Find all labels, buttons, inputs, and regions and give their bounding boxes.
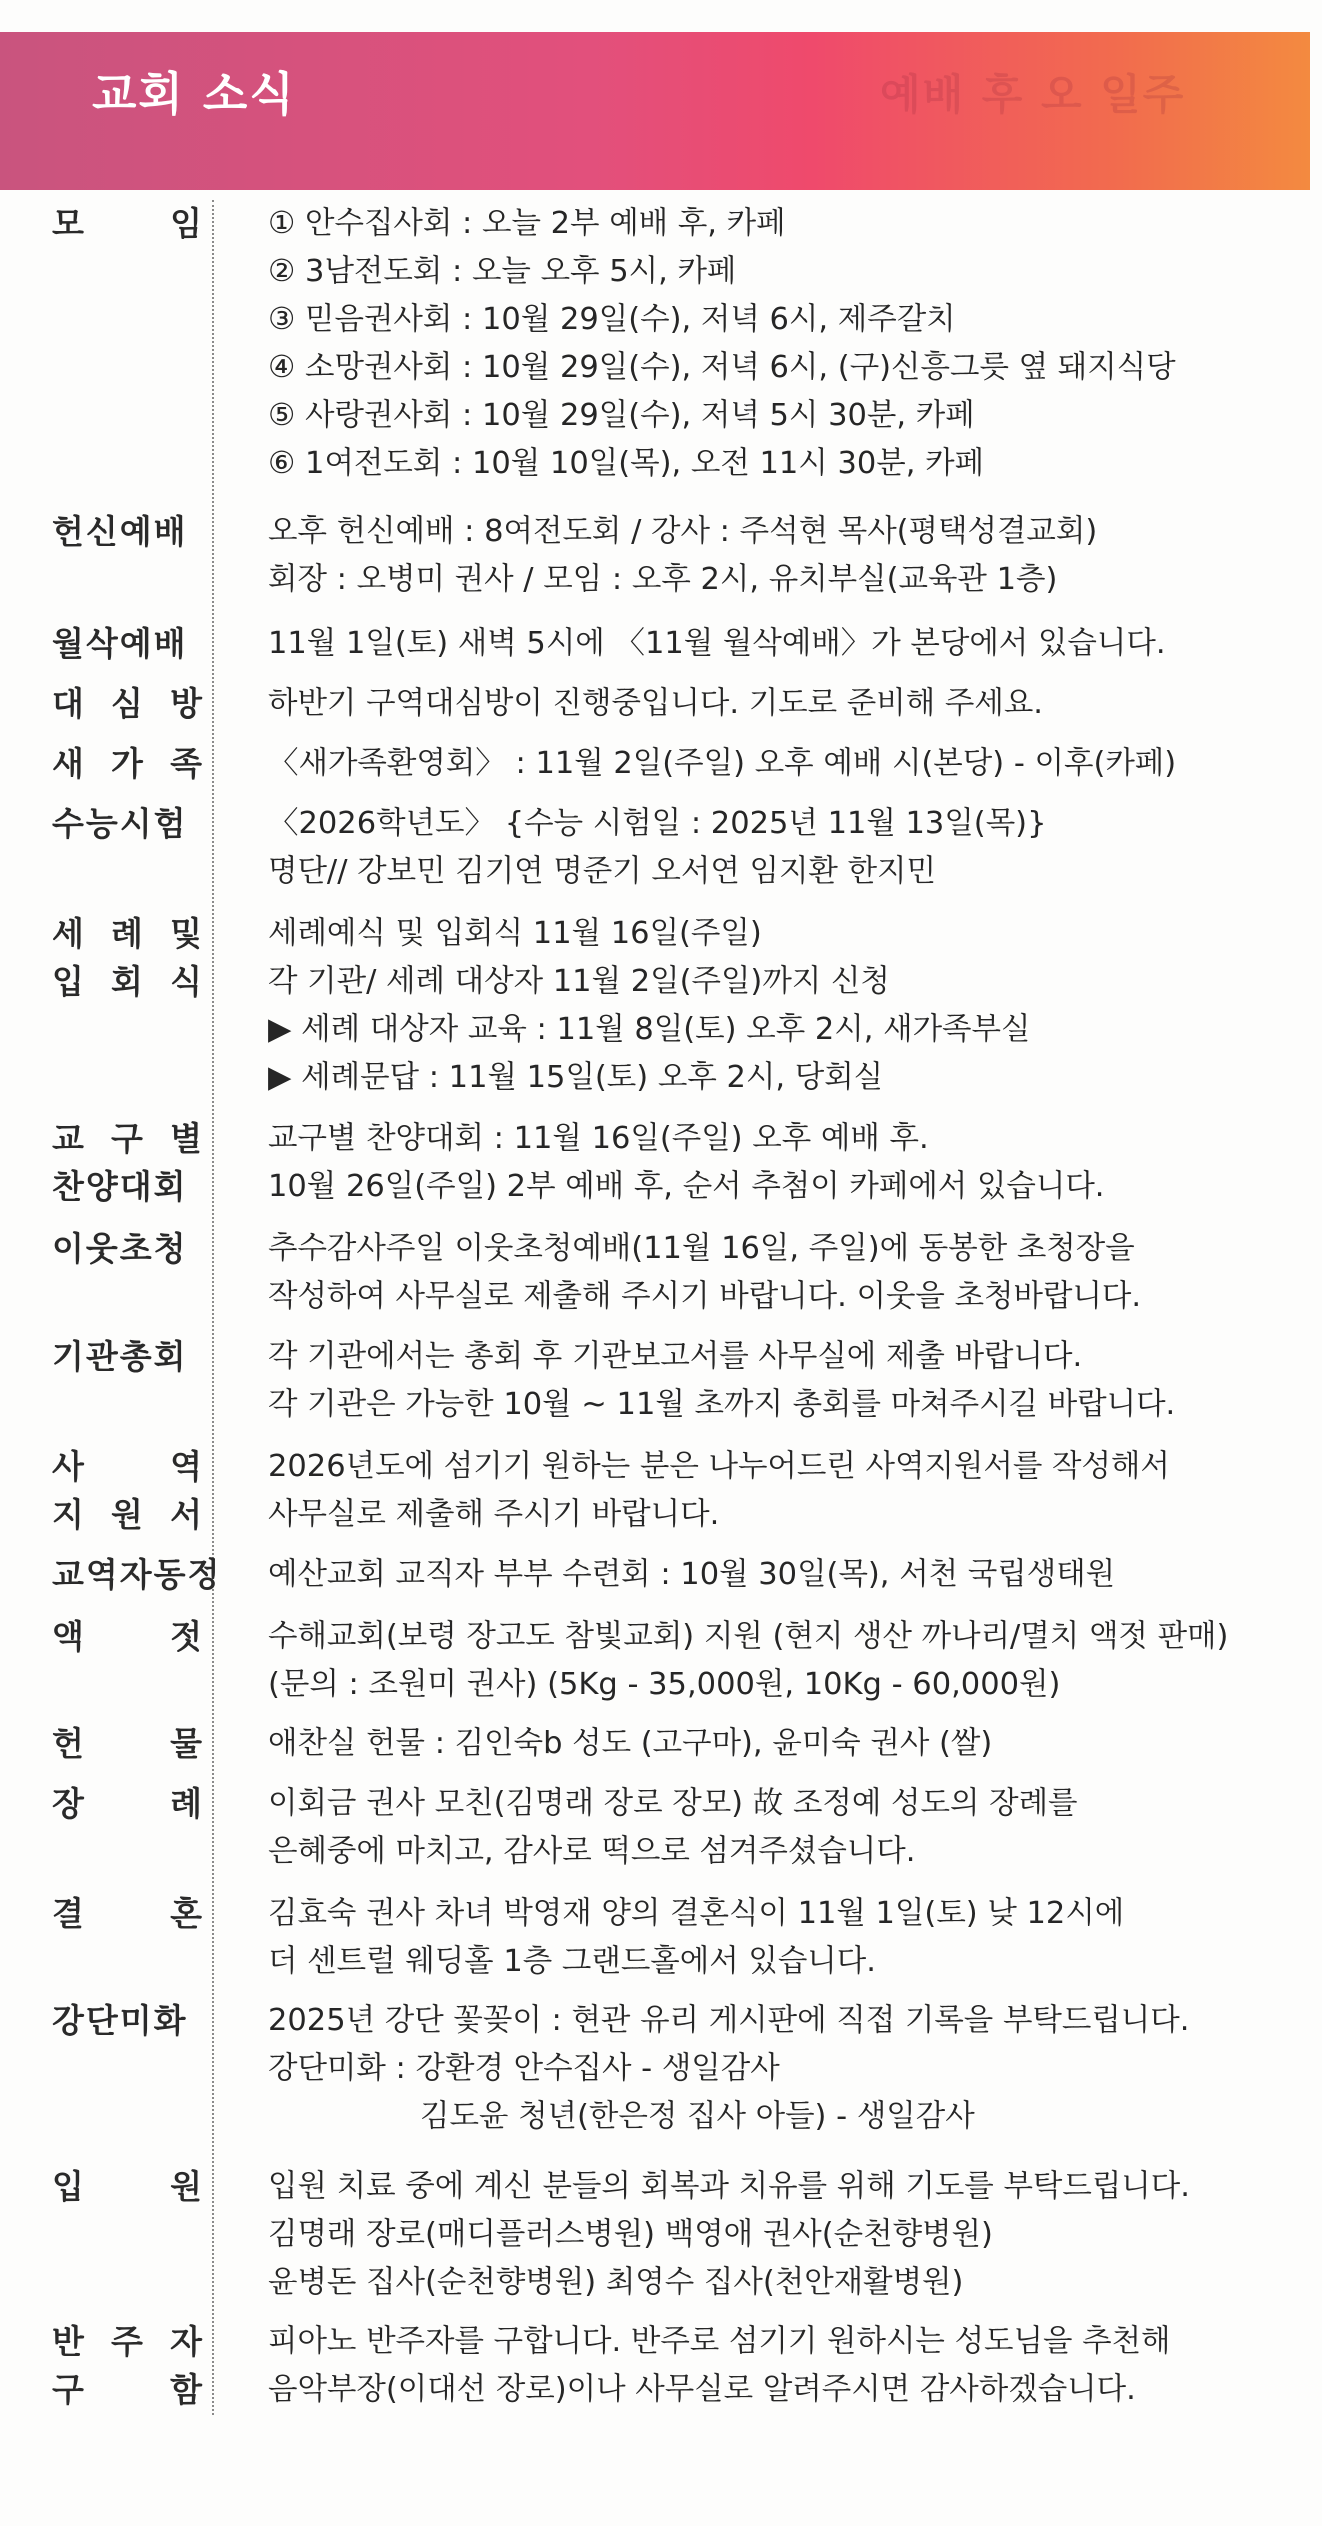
label-line: 모 임: [52, 204, 202, 243]
label-line: 새 가 족: [52, 744, 202, 783]
content-line: ⑤ 사랑권사회 : 10월 29일(수), 저녁 5시 30분, 카페: [268, 398, 975, 433]
content-line: 각 기관/ 세례 대상자 11월 2일(주일)까지 신청: [268, 964, 890, 999]
label-line: 입 원: [52, 2167, 202, 2206]
label-line: 강단미화: [52, 2001, 188, 2040]
content-line: 은혜중에 마치고, 감사로 떡으로 섬겨주셨습니다.: [268, 1834, 916, 1869]
news-item-label: [52, 620, 202, 668]
column-divider: [212, 200, 214, 2415]
content-line: 2025년 강단 꽃꽂이 : 현관 유리 게시판에 직접 기록을 부탁드립니다.: [268, 2003, 1190, 2038]
label-line: 교역자동정: [52, 1555, 222, 1594]
content-line: 음악부장(이대선 장로)이나 사무실로 알려주시면 감사하겠습니다.: [268, 2372, 1136, 2407]
content-line: 김명래 장로(매디플러스병원) 백영애 권사(순천향병원): [268, 2217, 993, 2252]
label-line: 월삭예배: [52, 624, 188, 663]
content-line: 세례예식 및 입회식 11월 16일(주일): [268, 916, 762, 951]
content-line: 피아노 반주자를 구합니다. 반주로 섬기기 원하시는 성도님을 추천해: [268, 2324, 1171, 2359]
news-item-content: [268, 1551, 1313, 1599]
news-item-content: [268, 1443, 1313, 1539]
news-item-content: [268, 1890, 1313, 1986]
news-item-label: [52, 2163, 202, 2211]
content-line: 〈새가족환영회〉 : 11월 2일(주일) 오후 예배 시(본당) - 이후(카페): [268, 746, 1177, 781]
content-line: 추수감사주일 이웃초청예배(11월 16일, 주일)에 동봉한 초청장을: [268, 1231, 1135, 1266]
content-line: ② 3남전도회 : 오늘 오후 5시, 카페: [268, 254, 737, 289]
label-line: 이웃초청: [52, 1229, 188, 1268]
news-item-label: [52, 1333, 202, 1381]
label-line: 액 젓: [52, 1617, 202, 1656]
label-line: 결 혼: [52, 1894, 202, 1933]
content-line: ▶ 세례 대상자 교육 : 11월 8일(토) 오후 2시, 새가족부실: [268, 1012, 1031, 1047]
content-line: 10월 26일(주일) 2부 예배 후, 순서 추첨이 카페에서 있습니다.: [268, 1169, 1105, 1204]
content-line: 김도윤 청년(한은정 집사 아들) - 생일감사: [420, 2099, 975, 2134]
content-line: 예산교회 교직자 부부 수련회 : 10월 30일(목), 서천 국립생태원: [268, 1557, 1116, 1592]
news-item-content: [268, 800, 1313, 896]
content-line: 〈2026학년도〉 {수능 시험일 : 2025년 11월 13일(목)}: [268, 806, 1047, 841]
content-line: 입원 치료 중에 계신 분들의 회복과 치유를 위해 기도를 부탁드립니다.: [268, 2169, 1190, 2204]
news-item-content: [268, 2318, 1313, 2414]
content-line: 교구별 찬양대회 : 11월 16일(주일) 오후 예배 후.: [268, 1121, 929, 1156]
content-line: ④ 소망권사회 : 10월 29일(수), 저녁 6시, (구)신흥그릇 옆 돼지식당: [268, 350, 1176, 385]
content-line: 11월 1일(토) 새벽 5시에 〈11월 월삭예배〉가 본당에서 있습니다.: [268, 626, 1166, 661]
content-line: ▶ 세례문답 : 11월 15일(토) 오후 2시, 당회실: [268, 1060, 884, 1095]
news-item-content: [268, 1613, 1313, 1709]
news-item-label: [52, 1551, 222, 1599]
content-line: 각 기관에서는 총회 후 기관보고서를 사무실에 제출 바랍니다.: [268, 1339, 1083, 1374]
label-line: 입 회 식: [52, 962, 202, 1001]
label-line: 대 심 방: [52, 684, 202, 723]
content-line: 이회금 권사 모친(김명래 장로 장모) 故 조정예 성도의 장례를: [268, 1786, 1078, 1821]
content-line: 애찬실 헌물 : 김인숙b 성도 (고구마), 윤미숙 권사 (쌀): [268, 1726, 993, 1761]
news-item-content: [268, 910, 1313, 1102]
news-item-content: [268, 508, 1313, 604]
news-item-content: [268, 2163, 1313, 2307]
news-item-label: [52, 1720, 202, 1768]
label-line: 지 원 서: [52, 1495, 202, 1534]
content-line: 명단// 강보민 김기연 명준기 오서연 임지환 한지민: [268, 854, 936, 889]
content-line: ③ 믿음권사회 : 10월 29일(수), 저녁 6시, 제주갈치: [268, 302, 956, 337]
content-line: ① 안수집사회 : 오늘 2부 예배 후, 카페: [268, 206, 786, 241]
label-line: 세 례 및: [52, 914, 202, 953]
news-item-label: [52, 680, 202, 728]
label-line: 장 례: [52, 1784, 202, 1823]
news-item-content: [268, 1115, 1313, 1211]
label-line: 헌신예배: [52, 512, 188, 551]
news-item-label: [52, 1890, 202, 1938]
content-line: 각 기관은 가능한 10월 ~ 11월 초까지 총회를 마쳐주시길 바랍니다.: [268, 1387, 1176, 1422]
news-item-content: [268, 1997, 1313, 2141]
content-line: 회장 : 오병미 권사 / 모임 : 오후 2시, 유치부실(교육관 1층): [268, 562, 1058, 597]
content-line: 김효숙 권사 차녀 박영재 양의 결혼식이 11월 1일(토) 낮 12시에: [268, 1896, 1125, 1931]
content-line: 강단미화 : 강환경 안수집사 - 생일감사: [268, 2051, 780, 2086]
label-line: 사 역: [52, 1447, 202, 1486]
news-item-label: [52, 1115, 202, 1211]
content-line: 오후 헌신예배 : 8여전도회 / 강사 : 주석현 목사(평택성결교회): [268, 514, 1098, 549]
content-line: 2026년도에 섬기기 원하는 분은 나누어드린 사역지원서를 작성해서: [268, 1449, 1170, 1484]
content-line: 더 센트럴 웨딩홀 1층 그랜드홀에서 있습니다.: [268, 1944, 876, 1979]
content-line: (문의 : 조원미 권사) (5Kg - 35,000원, 10Kg - 60,000원): [268, 1667, 1061, 1702]
news-item-label: [52, 910, 202, 1006]
content-line: 하반기 구역대심방이 진행중입니다. 기도로 준비해 주세요.: [268, 686, 1043, 721]
content-line: ⑥ 1여전도회 : 10월 10일(목), 오전 11시 30분, 카페: [268, 446, 985, 481]
news-item-label: [52, 1443, 202, 1539]
label-line: 수능시험: [52, 804, 188, 843]
news-item-content: [268, 740, 1313, 788]
news-item-content: [268, 620, 1313, 668]
news-item-label: [52, 508, 202, 556]
label-line: 헌 물: [52, 1724, 202, 1763]
page-title: 교회 소식: [92, 67, 296, 121]
news-item-label: [52, 2318, 202, 2414]
content-line: 수해교회(보령 장고도 참빛교회) 지원 (현지 생산 까나리/멸치 액젓 판매): [268, 1619, 1229, 1654]
header-ghost-text: 예배 후 오 일주: [880, 70, 1186, 119]
news-item-content: [268, 1225, 1313, 1321]
label-line: 기관총회: [52, 1337, 188, 1376]
news-item-label: [52, 740, 202, 788]
content-line: 사무실로 제출해 주시기 바랍니다.: [268, 1497, 720, 1532]
content-line: 윤병돈 집사(순천향병원) 최영수 집사(천안재활병원): [268, 2265, 964, 2300]
news-item-label: [52, 1780, 202, 1828]
label-line: 구 함: [52, 2370, 202, 2409]
news-item-content: [268, 200, 1313, 488]
news-item-label: [52, 800, 202, 848]
news-item-content: [268, 1780, 1313, 1876]
news-item-content: [268, 1333, 1313, 1429]
label-line: 교 구 별: [52, 1119, 202, 1158]
news-item-label: [52, 1225, 202, 1273]
news-item-label: [52, 1613, 202, 1661]
news-item-content: [268, 680, 1313, 728]
label-line: 반 주 자: [52, 2322, 202, 2361]
news-item-content: [268, 1720, 1313, 1768]
news-item-label: [52, 200, 202, 248]
label-line: 찬양대회: [52, 1167, 188, 1206]
news-item-label: [52, 1997, 202, 2045]
content-line: 작성하여 사무실로 제출해 주시기 바랍니다. 이웃을 초청바랍니다.: [268, 1279, 1142, 1314]
